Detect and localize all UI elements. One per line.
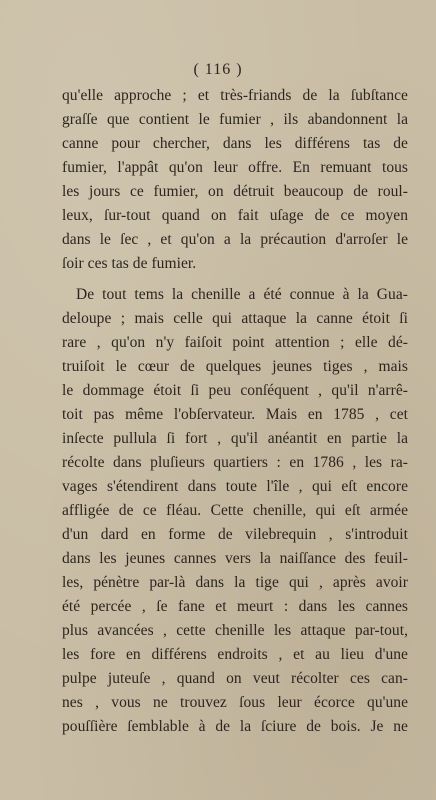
text-line: De tout tems la chenille a été connue à la Gua- <box>76 286 408 303</box>
text-line: le dommage étoit ſi peu conſéquent , qu'il n'arrê- <box>62 382 408 399</box>
text-line: fumier, l'appât qu'on leur offre. En remuant tous <box>62 159 408 176</box>
text-line: vages s'étendirent dans toute l'île , qui eſt encore <box>62 478 408 495</box>
text-line: nes , vous ne trouvez ſous leur écorce qu'une <box>62 694 408 711</box>
text-line: qu'elle approche ; et très-friands de la ſubſtance <box>62 87 408 104</box>
text-line: dans les jeunes cannes vers la naiſſance des feuil- <box>62 550 408 567</box>
text-line: les fore en différens endroits , et au lieu d'une <box>62 646 408 663</box>
text-line: inſecte pullula ſi fort , qu'il anéantit en partie la <box>62 430 408 447</box>
text-line: plus avancées , cette chenille les attaque par-tout, <box>62 622 408 639</box>
text-line: pouſſière ſemblable à de la ſciure de bois. Je ne <box>62 718 408 735</box>
text-line: les jours ce fumier, on détruit beaucoup de roul- <box>62 183 408 200</box>
text-line: les, pénètre par-là dans la tige qui , après avoir <box>62 574 408 591</box>
text-line: graſſe que contient le fumier , ils abandonnent la <box>62 111 408 128</box>
text-line: truiſoit le cœur de quelques jeunes tiges , mais <box>62 358 408 375</box>
text-line: canne pour chercher, dans les différens tas de <box>62 135 408 152</box>
text-line: été percée , ſe fane et meurt : dans les cannes <box>62 598 408 615</box>
text-line: deloupe ; mais celle qui attaque la canne étoit ſi <box>62 310 408 327</box>
text-line: leux, ſur-tout quand on fait uſage de ce moyen <box>62 207 408 224</box>
text-line: pulpe juteuſe , quand on veut récolter ces can- <box>62 670 408 687</box>
text-line: dans le ſec , et qu'on a la précaution d'arroſer le <box>62 231 408 248</box>
text-line: toit pas même l'obſervateur. Mais en 1785 , cet <box>62 406 408 423</box>
text-line: rare , qu'on n'y faiſoit point attention ; elle dé- <box>62 334 408 351</box>
text-line: affligée de ce fléau. Cette chenille, qui eſt armée <box>62 502 408 519</box>
text-line: d'un dard en forme de vilebrequin , s'introduit <box>62 526 408 543</box>
text-line: récolte dans pluſieurs quartiers : en 1786 , les ra- <box>62 454 408 471</box>
page-number: ( 116 ) <box>193 61 243 78</box>
text-line: ſoir ces tas de fumier. <box>62 255 197 272</box>
